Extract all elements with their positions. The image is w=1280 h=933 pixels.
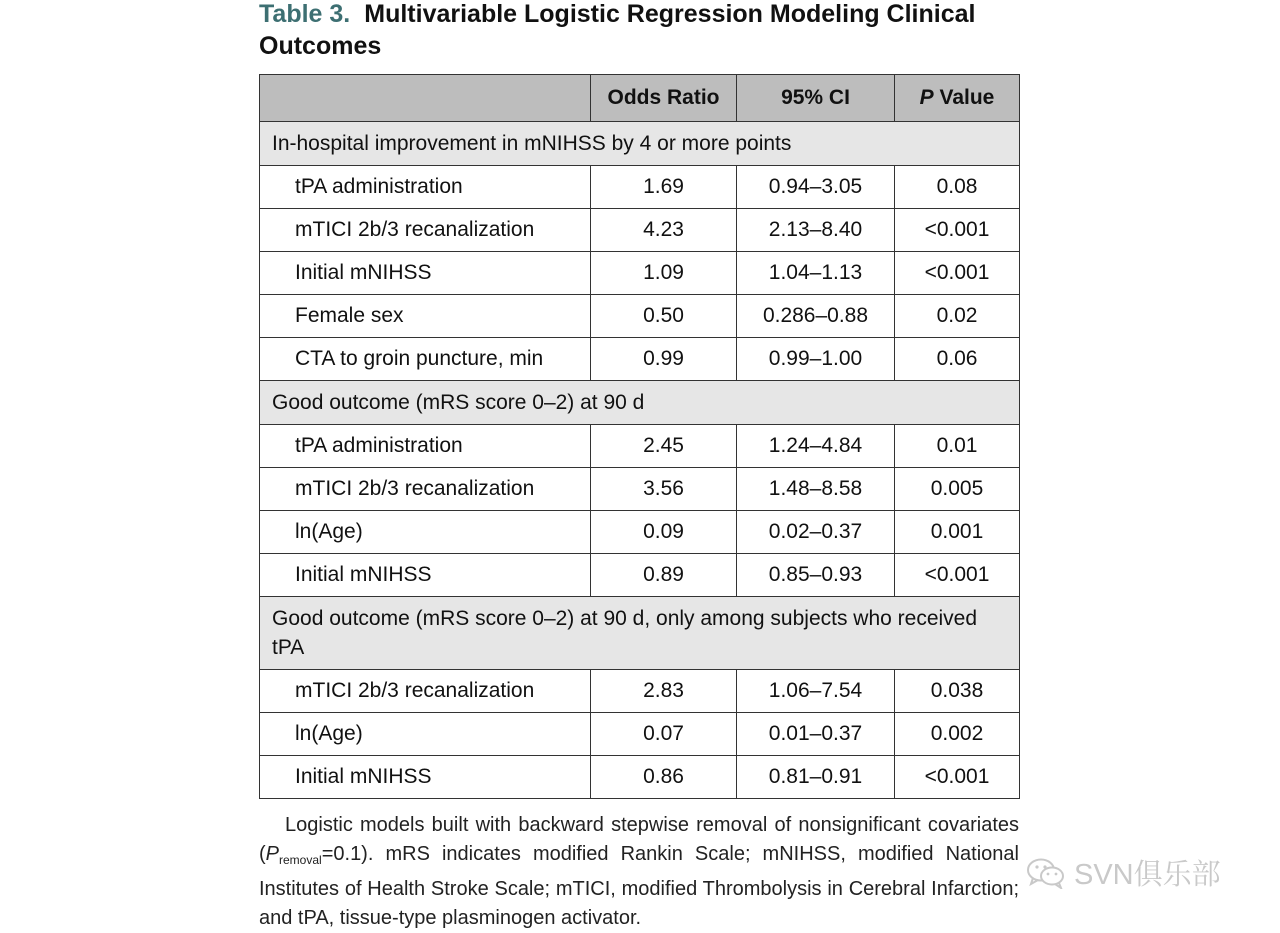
section-row <box>260 381 1020 425</box>
ci-cell: 1.48–8.58 <box>737 468 895 511</box>
p-value-cell: 0.08 <box>895 166 1020 209</box>
table-row <box>260 209 1020 252</box>
variable-cell: Initial mNIHSS <box>260 252 591 295</box>
p-value-cell: <0.001 <box>895 756 1020 799</box>
variable-cell: Initial mNIHSS <box>260 756 591 799</box>
odds-ratio-cell: 0.86 <box>591 756 737 799</box>
table-row <box>260 713 1020 756</box>
section-heading: Good outcome (mRS score 0–2) at 90 d <box>260 381 1020 425</box>
header-variable <box>260 75 591 122</box>
odds-ratio-cell: 0.50 <box>591 295 737 338</box>
odds-ratio-cell: 0.99 <box>591 338 737 381</box>
variable-cell: ln(Age) <box>260 713 591 756</box>
odds-ratio-cell: 1.09 <box>591 252 737 295</box>
odds-ratio-cell: 3.56 <box>591 468 737 511</box>
variable-cell: mTICI 2b/3 recanalization <box>260 670 591 713</box>
p-value-cell: 0.005 <box>895 468 1020 511</box>
variable-cell: mTICI 2b/3 recanalization <box>260 209 591 252</box>
table-row <box>260 338 1020 381</box>
p-value-cell: 0.002 <box>895 713 1020 756</box>
odds-ratio-cell: 0.09 <box>591 511 737 554</box>
p-value-cell: 0.01 <box>895 425 1020 468</box>
table-row <box>260 252 1020 295</box>
p-symbol: P <box>919 86 934 109</box>
odds-ratio-cell: 0.07 <box>591 713 737 756</box>
table-row <box>260 554 1020 597</box>
ci-cell: 1.24–4.84 <box>737 425 895 468</box>
table-label: Table 3. <box>259 0 351 28</box>
section-row <box>260 597 1020 670</box>
ci-cell: 0.85–0.93 <box>737 554 895 597</box>
table-row <box>260 468 1020 511</box>
p-value-cell: <0.001 <box>895 252 1020 295</box>
odds-ratio-cell: 4.23 <box>591 209 737 252</box>
table-title <box>259 0 1039 62</box>
odds-ratio-cell: 2.83 <box>591 670 737 713</box>
ci-cell: 2.13–8.40 <box>737 209 895 252</box>
table-footnote <box>259 811 1019 933</box>
header-p-value <box>895 75 1020 122</box>
footnote-part2: =0.1). mRS indicates modified Rankin Scale; mNIHSS, modified National Institutes of Health Stroke Scale; mTICI, modified Thrombolysis in Cerebral Infarction; and tPA, tissue-type plasminogen activator. <box>259 843 1019 929</box>
ci-cell: 0.286–0.88 <box>737 295 895 338</box>
p-value-cell: 0.06 <box>895 338 1020 381</box>
ci-cell: 0.02–0.37 <box>737 511 895 554</box>
ci-cell: 0.94–3.05 <box>737 166 895 209</box>
variable-cell: Female sex <box>260 295 591 338</box>
section-row <box>260 122 1020 166</box>
p-value-cell: 0.02 <box>895 295 1020 338</box>
odds-ratio-cell: 1.69 <box>591 166 737 209</box>
ci-cell: 0.99–1.00 <box>737 338 895 381</box>
variable-cell: mTICI 2b/3 recanalization <box>260 468 591 511</box>
header-odds-ratio: Odds Ratio <box>591 75 737 122</box>
table-row <box>260 295 1020 338</box>
variable-cell: Initial mNIHSS <box>260 554 591 597</box>
ci-cell: 0.81–0.91 <box>737 756 895 799</box>
p-value-cell: 0.038 <box>895 670 1020 713</box>
ci-cell: 1.06–7.54 <box>737 670 895 713</box>
p-value-label: Value <box>933 86 995 109</box>
footnote-p-symbol: P <box>265 843 280 865</box>
variable-cell: tPA administration <box>260 166 591 209</box>
p-value-cell: <0.001 <box>895 209 1020 252</box>
footnote-p-subscript: removal <box>279 853 322 867</box>
table-row <box>260 670 1020 713</box>
wechat-icon <box>1026 857 1066 889</box>
p-value-cell: 0.001 <box>895 511 1020 554</box>
ci-cell: 0.01–0.37 <box>737 713 895 756</box>
header-ci: 95% CI <box>737 75 895 122</box>
watermark <box>1026 852 1221 893</box>
section-heading: In-hospital improvement in mNIHSS by 4 or more points <box>260 122 1020 166</box>
odds-ratio-cell: 0.89 <box>591 554 737 597</box>
variable-cell: tPA administration <box>260 425 591 468</box>
watermark-text: SVN俱乐部 <box>1074 859 1221 891</box>
table-caption: Multivariable Logistic Regression Modeling Clinical Outcomes <box>259 0 976 60</box>
table-row <box>260 425 1020 468</box>
footnote-part1: Logistic models built with backward stepwise removal of nonsignificant covariates ( <box>259 814 1019 865</box>
header-row <box>260 75 1020 122</box>
odds-ratio-cell: 2.45 <box>591 425 737 468</box>
variable-cell: CTA to groin puncture, min <box>260 338 591 381</box>
variable-cell: ln(Age) <box>260 511 591 554</box>
ci-cell: 1.04–1.13 <box>737 252 895 295</box>
table-row <box>260 511 1020 554</box>
section-heading: Good outcome (mRS score 0–2) at 90 d, only among subjects who received tPA <box>260 597 1020 670</box>
regression-table <box>259 74 1020 799</box>
p-value-cell: <0.001 <box>895 554 1020 597</box>
table-row <box>260 166 1020 209</box>
table-row <box>260 756 1020 799</box>
